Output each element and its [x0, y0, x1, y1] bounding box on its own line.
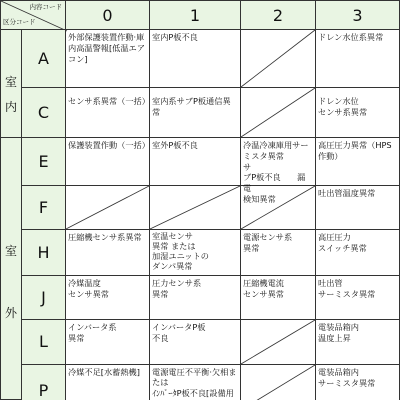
row-code-label: P	[38, 381, 49, 400]
corner-header	[0, 0, 66, 30]
row-code-label: E	[38, 152, 49, 171]
group-outdoor	[0, 138, 22, 400]
cell-F-1	[150, 186, 241, 230]
cell-A-3: ドレン水位系異常	[316, 30, 400, 88]
cell-P-0: 冷媒不足[水蓄熱機]	[66, 365, 150, 400]
group-label: 室	[4, 244, 17, 258]
group-label-2: 外	[4, 306, 17, 320]
row-code-label: H	[37, 243, 50, 262]
row-code-J	[22, 276, 66, 320]
cell-J-2: 圧縮機電流 センサ異常	[241, 276, 316, 320]
column-header-3	[316, 0, 400, 30]
column-header-label: 3	[352, 6, 363, 25]
column-header-2	[241, 0, 316, 30]
cell-H-1: 室温センサ 異常 または 加湿ユニットの ダンパ異常	[150, 230, 241, 276]
group-label-2: 内	[4, 100, 17, 114]
cell-A-2	[241, 30, 316, 88]
column-header-0	[66, 0, 150, 30]
row-code-H	[22, 230, 66, 276]
cell-E-2: 冷温冷凍庫用サーミスタ異常 サ ブP板不良 漏電 検知異常	[241, 138, 316, 186]
row-code-L	[22, 320, 66, 365]
group-indoor	[0, 30, 22, 138]
cell-L-1: インバータP板 不良	[150, 320, 241, 365]
cell-J-3: 吐出管 サーミスタ異常	[316, 276, 400, 320]
row-code-label: A	[38, 49, 49, 68]
cell-A-0: 外部保護装置作動·庫内高温警報[低温エアコン]	[66, 30, 150, 88]
cell-C-1: 室内系サブP板通信異常	[150, 88, 241, 138]
cell-F-3: 吐出管温度異常	[316, 186, 400, 230]
row-code-label: L	[39, 332, 48, 351]
column-header-label: 2	[272, 6, 284, 25]
row-code-label: C	[37, 103, 50, 122]
cell-L-0: インバータ系 異常	[66, 320, 150, 365]
cell-E-1: 室外P板不良	[150, 138, 241, 186]
cell-E-0: 保護装置作動（一括）	[66, 138, 150, 186]
cell-F-2	[241, 186, 316, 230]
content-code-label: 内容コード	[29, 3, 62, 11]
cell-H-3: 高圧圧力 スイッチ異常	[316, 230, 400, 276]
row-code-label: F	[38, 198, 49, 217]
cell-P-3: 電装品箱内 サーミスタ異常	[316, 365, 400, 400]
cell-L-3: 電装品箱内 温度上昇	[316, 320, 400, 365]
cell-C-0: センサ系異常（一括）	[66, 88, 150, 138]
row-code-F	[22, 186, 66, 230]
cell-J-1: 圧力センサ系 異常	[150, 276, 241, 320]
row-code-C	[22, 88, 66, 138]
cell-L-2	[241, 320, 316, 365]
cell-F-0	[66, 186, 150, 230]
cell-H-2: 電源センサ系 異常	[241, 230, 316, 276]
row-code-E	[22, 138, 66, 186]
row-code-P	[22, 365, 66, 400]
column-header-1	[150, 0, 241, 30]
row-code-A	[22, 30, 66, 88]
group-label: 室	[4, 75, 17, 89]
cell-A-1: 室内P板不良	[150, 30, 241, 88]
cell-J-0: 冷媒温度 センサ異常	[66, 276, 150, 320]
row-code-label: J	[41, 288, 46, 307]
cell-C-3: ドレン水位 センサ系異常	[316, 88, 400, 138]
category-code-label: 区分コード	[3, 18, 36, 26]
cell-P-2	[241, 365, 316, 400]
cell-P-1: 電源電圧不平衡·欠相または ｲﾝﾊﾞｰﾀP板不良[設備用	[150, 365, 241, 400]
column-header-label: 0	[102, 6, 113, 25]
cell-E-3: 高圧圧力異常（HPS作動）	[316, 138, 400, 186]
cell-H-0: 圧縮機センサ系異常	[66, 230, 150, 276]
cell-C-2	[241, 88, 316, 138]
column-header-label: 1	[189, 6, 201, 25]
